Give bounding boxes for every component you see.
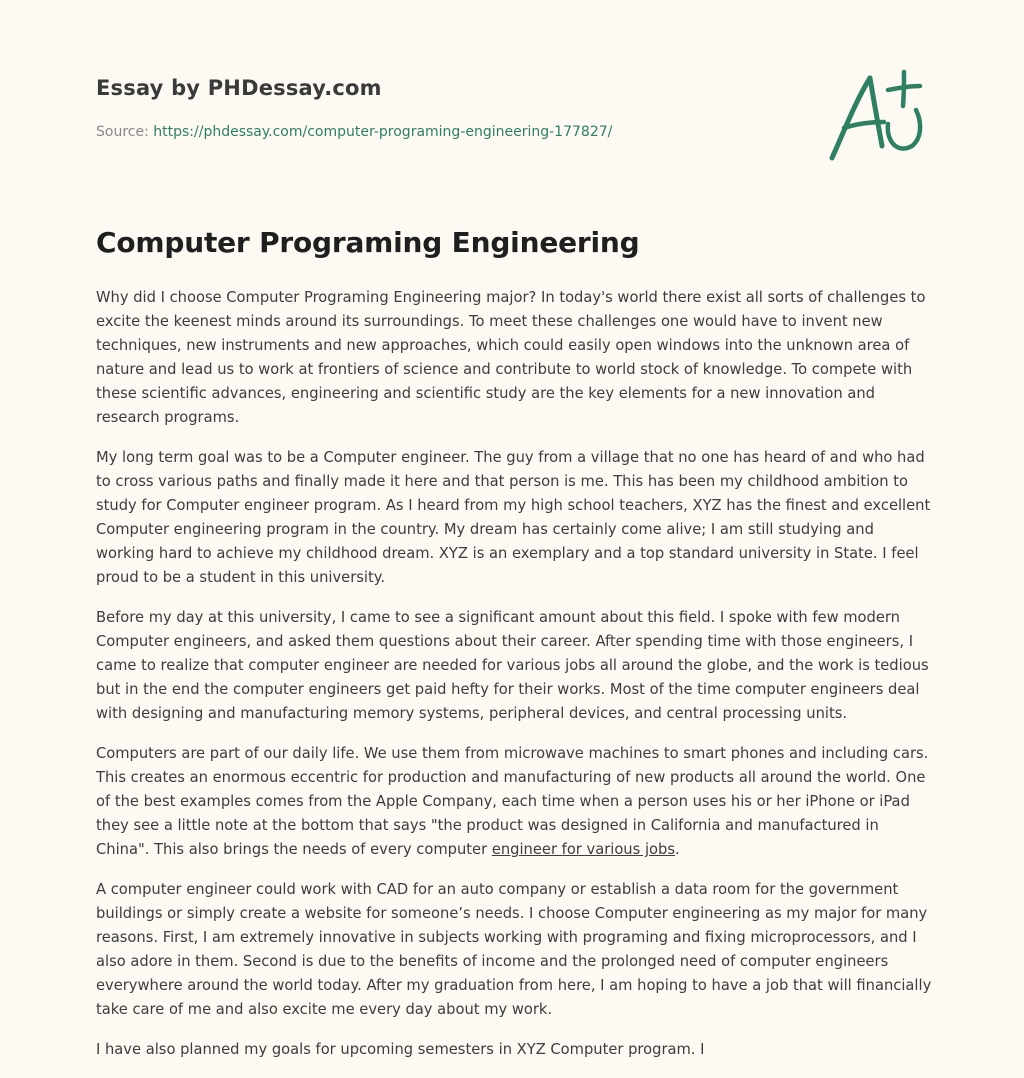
essay-paragraph bbox=[96, 742, 932, 862]
inline-link[interactable]: engineer for various jobs bbox=[491, 841, 675, 858]
essay-paragraph: Before my day at this university, I came to see a significant amount about this field. I spoke with few modern Computer engineers, and asked them questions about their career. After spending time with those engineers, I came to realize that computer engineer are needed for various jobs all around the globe, and the work is tedious but in the end the computer engineers get paid hefty for their works. Most of the time computer engineers deal with designing and manufacturing memory systems, peripheral devices, and central processing units. bbox=[96, 609, 929, 722]
essay-title: Computer Programing Engineering bbox=[96, 226, 640, 259]
site-title: Essay by PHDessay.com bbox=[96, 76, 382, 100]
paragraph-end: . bbox=[674, 841, 680, 858]
paragraph-text: Computers are part of our daily life. We use them from microwave machines to smart phones and including cars. This creates an enormous eccentric for production and manufacturing of new products all around the world. One of the best examples comes from the Apple Company, each time when a person uses his or her iPhone or iPad they see a little note at the bottom that says "the product was designed in California and manufactured in China". This also brings the needs of every computer bbox=[96, 745, 929, 858]
essay-paragraph: Why did I choose Computer Programing Engineering major? In today's world there exist all sorts of challenges to excite the keenest minds around its surroundings. To meet these challenges one would have to invent new techniques, new instruments and new approaches, which could easily open windows into the unknown area of nature and lead us to work at frontiers of science and contribute to world stock of knowledge. To compete with these scientific advances, engineering and scientific study are the key elements for a new innovation and research programs. bbox=[96, 289, 926, 426]
essay-paragraph: A computer engineer could work with CAD for an auto company or establish a data room for the government buildings or simply create a website for someone’s needs. I choose Computer engineering as my major for many reasons. First, I am extremely innovative in subjects working with programing and fixing microprocessors, and I also adore in them. Second is due to the benefits of income and the prolonged need of computer engineers everywhere around the world today. After my graduation from here, I am hoping to have a job that will financially take care of me and also excite me every day about my work. bbox=[96, 881, 932, 1018]
source-line bbox=[96, 124, 612, 140]
page-header bbox=[96, 0, 932, 200]
essay-paragraph: I have also planned my goals for upcoming semesters in XYZ Computer program. I bbox=[96, 1041, 705, 1058]
source-link[interactable]: https://phdessay.com/computer-programing-engineering-177827/ bbox=[153, 124, 613, 140]
a-plus-icon bbox=[822, 66, 926, 166]
essay-paragraph: My long term goal was to be a Computer engineer. The guy from a village that no one has heard of and who had to cross various paths and finally made it here and that person is me. This has been my childhood ambition to study for Computer engineer program. As I heard from my high school teachers, XYZ has the finest and excellent Computer engineering program in the country. My dream has certainly come alive; I am still studying and working hard to achieve my childhood dream. XYZ is an exemplary and a top standard university in State. I feel proud to be a student in this university. bbox=[96, 449, 931, 586]
source-label: Source: bbox=[96, 124, 149, 140]
essay-page bbox=[96, 0, 932, 1058]
essay-body bbox=[96, 286, 932, 1078]
